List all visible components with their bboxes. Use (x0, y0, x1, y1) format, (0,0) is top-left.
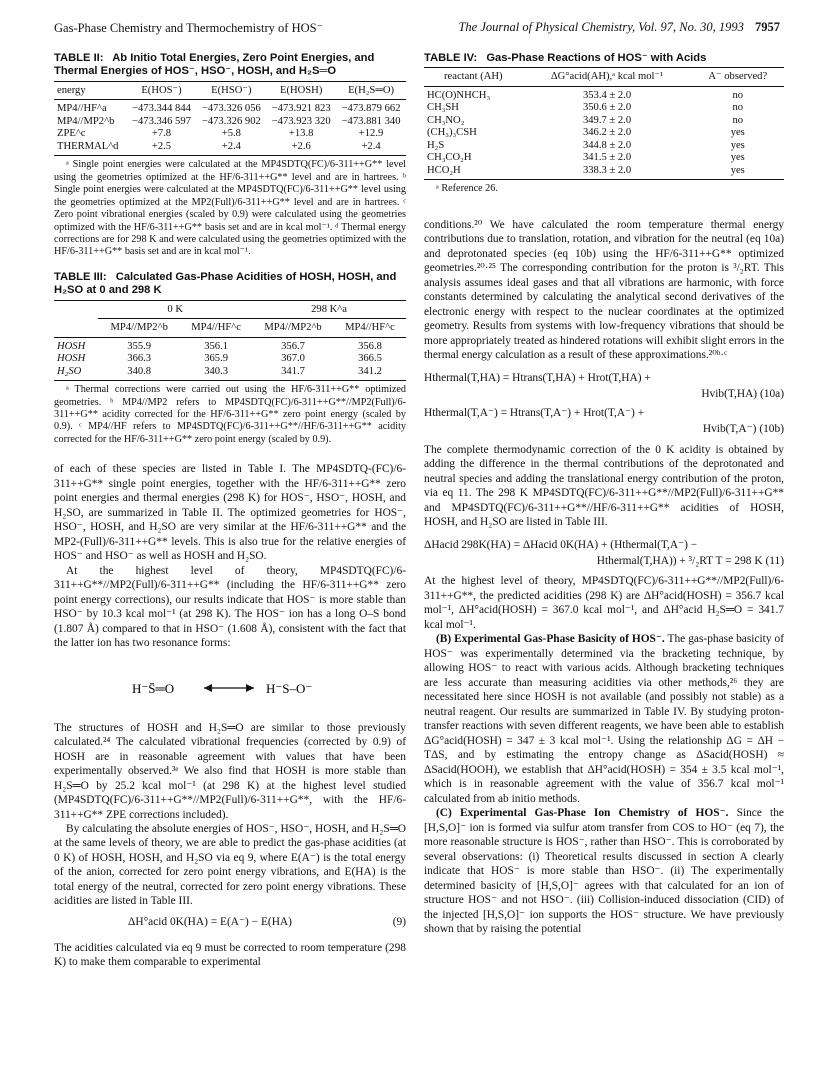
equation-term: Hthermal(T,HA)) + ³/₂RT T = 298 K (596, 555, 763, 567)
paragraph: At the highest level of theory, MP4SDTQ(FC)/6-311++G**//MP2(Full)/6-311++G** (including the HF/6-311++G** zero point energy corrections), our results indicate that HOS⁻ is more stable than HSO⁻ by 10.3 kcal mol⁻¹ (at 298 K). The HOS⁻ ion has a long O–S bond (1.807 Å) compared to that in HSO⁻ (1.608 Å), consistent with the fact that the latter ion has two resonance forms: (54, 564, 406, 650)
table-cell: 349.7 ± 2.0 (582, 114, 632, 126)
table-row (424, 86, 784, 102)
left-column (54, 52, 406, 970)
table-2-title: Ab Initio Total Energies, Zero Point Energies, and Thermal Energies of HOS⁻, HSO⁻, HOSH, and H₂S═O (54, 52, 375, 78)
equation-line (424, 387, 784, 401)
paragraph: By calculating the absolute energies of HOS⁻, HSO⁻, HOSH, and H₂S═O at the same levels of theory, we are able to predict the gas-phase acidities (at 0 K) of HOSH, HOSH, and H₂SO via eq 9, where E(A⁻) is the total energy of the anion, corrected for zero point energy vibrations, and E(HA) is the total energy of the neutral, corrected for zero point energy vibrations. These acidities are listed in Table III. (54, 822, 406, 908)
table-row (424, 140, 784, 153)
structure-right: H⁻S–O⁻ (266, 680, 313, 696)
running-title: Gas-Phase Chemistry and Thermochemistry of HOS⁻ (54, 21, 324, 35)
journal-citation (458, 20, 780, 35)
table-row (54, 100, 406, 116)
paragraph: conditions.²⁰ We have calculated the room temperature thermal energy contributions due to translation, rotation, and vibration for the neutral (eq 10a) and deprotonated species (eq 10b) using the HF/6-311++G** optimized geometries.²⁰·²⁵ The corresponding contribution for the proton is ³/₂RT. This analysis assumes ideal gases and that all vibrations are harmonic, with force constants determined by calculating the analytical second derivatives of the electronic energy with respect to the nuclear coordinates at the optimized geometry. Results from systems with low-frequency vibrations that should be more appropriately treated as hindered rotations will exhibit slight errors in the thermal energy calculation as a result of these approximations.²⁰ᵇ·ᶜ (424, 218, 784, 362)
table-header-cell: reactant (AH) (424, 68, 523, 86)
paragraph: At the highest level of theory, MP4SDTQ(FC)/6-311++G**//MP2(Full)/6-311++G**, the predicted acidities (298 K) are ΔH°acid(HOSH) = 356.7 kcal mol⁻¹, ΔH°acid(HOSH) = 367.0 kcal mol⁻¹, and ΔH°acid H₂S═O = 341.7 kcal mol⁻¹. (424, 575, 784, 631)
table-cell: −473.881 340 (341, 115, 401, 127)
table-cell: 356.7 (281, 340, 305, 352)
table-cell: 365.9 (204, 353, 229, 365)
table-cell: +2.6 (266, 141, 336, 156)
table-footnote: ᵃ Reference 26. (436, 183, 498, 195)
table-row (54, 141, 406, 156)
table-group-header-row (54, 300, 406, 318)
table-4-footnotes (424, 183, 784, 195)
table-cell: −473.879 662 (341, 103, 401, 115)
table-header-cell: A⁻ observed? (692, 68, 785, 86)
equation-number: (9) (392, 915, 406, 928)
equation-line: Hthermal(T,HA) = Htrans(T,HA) + Hrot(T,HA) + (424, 371, 651, 384)
section-c-paragraph (424, 806, 784, 936)
table-cell: +12.9 (358, 128, 384, 140)
table-cell: 355.9 (127, 340, 152, 352)
table-row (54, 353, 406, 366)
table-cell: 341.7 (252, 366, 334, 381)
paragraph: The complete thermodynamic correction of the 0 K acidity is obtained by adding the difference in the thermal contributions of the deprotonated and neutral species and adding the translational energy contribution of the proton, via eq 11. The 298 K MP4SDTQ(FC)/6-311++G**//MP2(Full)/6-311++G** and MP4SDTQ(FC)/6-311++G**//HF/6-311++G** acidities of HOSH, HOSH, and H₂SO are listed in Table III. (424, 443, 784, 529)
table-header-cell: MP4//HF^c (180, 319, 252, 337)
table-2-caption (54, 52, 406, 79)
structure-left: H⁻S̄═O (132, 680, 175, 696)
equation-term: Hvib(T,HA) (701, 388, 758, 401)
table-cell: H₂S (427, 139, 445, 151)
table-cell: −473.923 320 (271, 115, 331, 127)
table-cell: no (732, 89, 744, 101)
table-group-header: 0 K (98, 300, 252, 318)
running-header (54, 20, 780, 40)
table-cell: MP4//MP2^b (57, 115, 115, 127)
resonance-structures (54, 659, 406, 713)
table-2 (54, 52, 406, 259)
paragraph: of each of these species are listed in Table I. The MP4SDTQ-(FC)/6-311++G** single point energies, together with the HF/6-311++G** zero point energies and thermal energies (298 K) for HOS⁻, HSO⁻, HOSH, and H₂SO, are summarized in Table II. The optimized geometries for HOS⁻, HSO⁻, HOSH, and H₂SO are very similar at the HF/6-311++G** and the MP2-(Full)/6-311++G** levels. This is also true for the relative energies of HOS⁻ and HSO⁻ as well as HOSH and H₂SO. (54, 463, 406, 563)
table-footnote: ᵃ Thermal corrections were carried out using the HF/6-311++G** optimized geometries. ᵇ MP4//MP2 refers to MP4SDTQ(FC)/6-311++G**//MP2(Full)/6-311++G** acidity corrected for the HF/6-311++G** zero point energy (scaled by 0.9). ᶜ MP4//HF refers to MP4SDTQ(FC)/6-311++G**//HF/6-311++G** acidity corrected for the HF/6-311++G** zero point energy (scaled by 0.9). (54, 384, 406, 445)
resonance-arrowhead-right (246, 684, 254, 692)
equation-10a (424, 371, 784, 402)
equation-11 (424, 538, 784, 569)
table-cell: +13.8 (288, 128, 314, 140)
journal-name: The Journal of Physical Chemistry, Vol. 97, No. 30, 1993 (458, 20, 744, 34)
table-cell: 341.5 ± 2.0 (582, 152, 632, 164)
table-cell: HC(O)NHCH₃ (427, 89, 491, 101)
table-cell: −473.346 597 (132, 115, 191, 127)
table-row (424, 152, 784, 165)
table-cell: 344.8 ± 2.0 (582, 139, 632, 151)
table-cell: yes (730, 139, 745, 151)
table-cell: ZPE^c (57, 128, 86, 140)
table-header-cell: E(HOS⁻) (127, 81, 197, 99)
table-3-label: TABLE III: (54, 270, 107, 283)
table-3 (54, 271, 406, 446)
table-header-cell: E(H₂S═O) (336, 81, 406, 99)
table-header-cell: E(HOSH) (266, 81, 336, 99)
table-4 (424, 52, 784, 196)
table-3-title: Calculated Gas-Phase Acidities of HOSH, HOSH, and H₂SO at 0 and 298 K (54, 270, 397, 297)
table-header-cell: E(HSO⁻) (196, 81, 266, 99)
table-row (424, 165, 784, 180)
table-3-footnotes (54, 384, 406, 446)
table-cell: 366.5 (358, 353, 382, 365)
section-heading: (B) Experimental Gas-Phase Basicity of HOS⁻. (436, 633, 665, 646)
table-row (424, 127, 784, 140)
table-footnote: ᵃ Single point energies were calculated at the MP4SDTQ(FC)/6-311++G** level using the geometries optimized at the HF/6-311++G** level and are in hartrees. ᵇ Single point energies were calculated at the MP4SDTQ(FC)/6-311++G** level using the geometries optimized at the MP2(Full)/6-311++G** level and are in hartrees. ᶜ Zero point vibrational energies (scaled by 0.9) were calculated using the geometries optimized with the HF/6-311++G** basis set and are in kcal mol⁻¹. ᵈ Thermal energy corrections are for 298 K and were calculated using the geometries optimized with the HF/6-311++G** basis set and are in kcal mol⁻¹. (54, 159, 406, 258)
table-4-caption (424, 52, 784, 65)
table-4-label: TABLE IV: (424, 52, 478, 64)
table-cell: yes (730, 152, 745, 164)
equation-line: Hthermal(T,A⁻) = Htrans(T,A⁻) + Hrot(T,A⁻) + (424, 406, 645, 419)
table-group-header: 298 K^a (252, 300, 406, 318)
equation-line: ΔHacid 298K(HA) = ΔHacid 0K(HA) + (Hthermal(T,A⁻) − (424, 538, 698, 551)
table-cell: 366.3 (127, 353, 152, 365)
table-cell: +2.4 (336, 141, 406, 156)
table-cell: CH₃NO₂ (427, 114, 465, 126)
right-column (424, 52, 784, 937)
table-header-row (54, 319, 406, 337)
equation-line (424, 422, 784, 436)
resonance-arrow-diagram (54, 659, 406, 713)
table-cell: −473.326 056 (201, 103, 261, 115)
section-b-paragraph (424, 632, 784, 806)
table-2-footnotes (54, 159, 406, 259)
table-cell: MP4//HF^a (57, 103, 107, 115)
table-cell: CH₃CO₂H (427, 152, 472, 164)
table-2-label: TABLE II: (54, 52, 104, 64)
table-row (54, 128, 406, 141)
table-header-cell: MP4//MP2^b (98, 319, 180, 337)
table-cell: +5.8 (221, 128, 241, 140)
table-cell: yes (730, 127, 745, 139)
resonance-arrowhead-left (204, 684, 212, 692)
table-4-grid (424, 67, 784, 180)
table-row (54, 116, 406, 129)
table-cell: CH₃SH (427, 102, 459, 114)
table-cell: 338.3 ± 2.0 (523, 165, 692, 180)
section-text: The gas-phase basicity of HOS⁻ was experimentally determined via the bracketing technique, by allowing HOS⁻ to react with various acids. Although bracketing techniques are less accurate than measuring acidities via other methods,²⁶ they are necessitated here since HOSH is not available (and possibly not stable) as a neutral reagent. Our results are summarized in Table IV. By studying proton-transfer reactions with seven different reagents, we have been able to establish ΔG°acid(HOSH) = 347 ± 3 kcal mol⁻¹. Using the relationship ΔG = ΔH − TΔS, and by estimating the entropy change as ΔSacid(HOSH) ≈ ΔSacid(HOOH), we establish that ΔH°acid(HOSH) = 354 ± 3.5 kcal mol⁻¹, which is in reasonable agreement with the value of 356.7 kcal mol⁻¹ calculated from ab initio methods. (424, 633, 784, 805)
table-cell: +2.4 (196, 141, 266, 156)
table-row (424, 102, 784, 115)
table-header-cell (54, 319, 98, 337)
equation-line (424, 554, 784, 568)
table-2-grid (54, 81, 406, 156)
table-3-caption (54, 271, 406, 298)
table-cell: 340.8 (98, 366, 180, 381)
table-cell: +2.5 (127, 141, 197, 156)
table-cell: yes (692, 165, 785, 180)
table-4-title: Gas-Phase Reactions of HOS⁻ with Acids (486, 52, 707, 64)
table-cell: H₂SO (54, 366, 98, 381)
equation-9 (54, 915, 406, 935)
table-header-cell: MP4//HF^c (334, 319, 406, 337)
equation-number: (10b) (759, 423, 784, 436)
table-cell: 340.3 (180, 366, 252, 381)
table-cell: HOSH (57, 353, 86, 365)
paragraph: The structures of HOSH and H₂S═O are similar to those previously calculated.²⁴ The calculated vibrational frequencies (corrected by 0.9) of HOSH are in reasonable agreement with values that have been experimentally observed.³ᵉ We also find that HOSH is more stable than H₂S═O by 25.2 kcal mol⁻¹ (at 298 K) at the highest level studied (MP4SDTQ(FC)/6-311++G**//MP2(Full)/6-311++G**, with the HF/6-311++G** ZPE corrections included). (54, 721, 406, 821)
table-cell: 367.0 (281, 353, 305, 365)
table-cell: HOSH (57, 340, 86, 352)
equation-term: Hvib(T,A⁻) (702, 423, 757, 436)
table-header-cell: ΔG°acid(AH),ᵃ kcal mol⁻¹ (523, 68, 692, 86)
table-cell: +7.8 (151, 128, 172, 140)
table-cell: 356.1 (204, 340, 229, 352)
table-cell: no (732, 102, 744, 114)
equation-text: ΔH°acid 0K(HA) = E(A⁻) − E(HA) (128, 915, 292, 928)
table-row (54, 337, 406, 353)
table-header-row (424, 68, 784, 86)
table-cell: −473.344 844 (132, 103, 191, 115)
section-heading: (C) Experimental Gas-Phase Ion Chemistry of HOS⁻. (436, 807, 729, 820)
paragraph: The acidities calculated via eq 9 must be corrected to room temperature (298 K) to make them comparable to experimental (54, 941, 406, 969)
table-cell: −473.326 902 (201, 115, 261, 127)
table-cell: 341.2 (334, 366, 406, 381)
table-cell: no (732, 114, 744, 126)
table-cell: 346.2 ± 2.0 (582, 127, 632, 139)
table-row (54, 366, 406, 381)
table-3-grid (54, 300, 406, 381)
page-number: 7957 (755, 20, 780, 34)
section-text: Since the [H,S,O]⁻ ion is formed via sulfur atom transfer from COS to HO⁻ (eq 7), the more reasonable structure is HOS⁻, rather than HSO⁻. This is corroborated by several observations: (i) Theoretical results discussed in section A clearly indicate that HOS⁻ is more stable than HSO⁻. (ii) The experimentally determined basicity of [H,S,O]⁻ agrees with that calculated for an ion of structure HOS⁻ and not HSO⁻. (iii) Collision-induced dissociation (CID) of the injected [H,S,O]⁻ ion supports the HOS⁻ structure. We have previously shown that by raising the potential (424, 807, 784, 936)
equation-number: (10a) (759, 388, 784, 401)
equation-number: (11) (765, 555, 784, 567)
table-cell: −473.921 823 (271, 103, 331, 115)
table-cell: (CH₃)₃CSH (427, 127, 477, 139)
table-header-cell: MP4//MP2^b (252, 319, 334, 337)
table-row (424, 115, 784, 128)
table-cell: 350.6 ± 2.0 (582, 102, 632, 114)
table-header-cell: energy (54, 81, 127, 99)
table-cell: 356.8 (358, 340, 382, 352)
table-header-row (54, 81, 406, 99)
table-cell: THERMAL^d (54, 141, 127, 156)
equation-10b (424, 406, 784, 437)
table-cell: HCO₂H (424, 165, 523, 180)
table-cell: 353.4 ± 2.0 (582, 89, 632, 101)
